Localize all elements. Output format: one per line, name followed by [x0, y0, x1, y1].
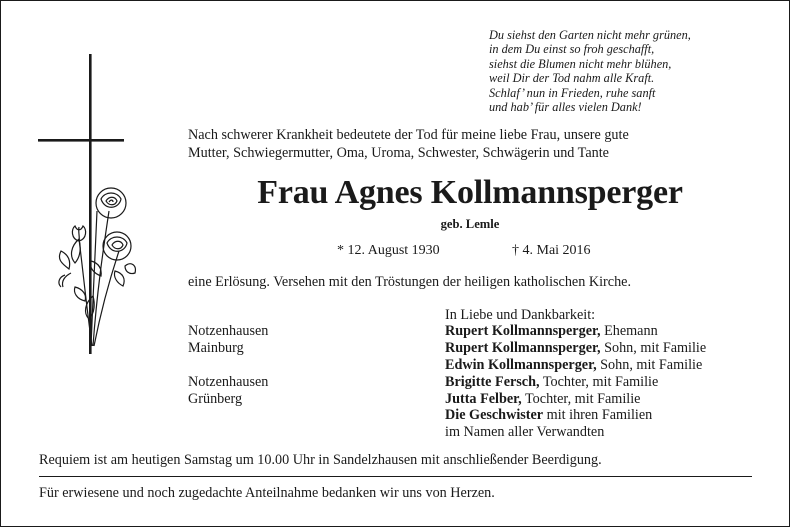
mourner-name: Brigitte Fersch,	[445, 373, 540, 390]
poem	[489, 28, 779, 114]
mourner-line	[445, 407, 706, 424]
mourner-name: Edwin Kollmannsperger,	[445, 356, 597, 373]
mourner-relation: mit ihren Familien	[543, 407, 653, 424]
thanks-intro: In Liebe und Dankbarkeit:	[445, 307, 596, 323]
deceased-name: Frau Agnes Kollmannsperger	[257, 174, 683, 211]
mourner-line	[445, 340, 706, 357]
mourner-line	[445, 424, 706, 441]
places-column	[188, 323, 268, 407]
mourner-relation: Tochter, mit Familie	[539, 373, 659, 390]
place: Grünberg	[188, 390, 243, 407]
mourner-line	[445, 374, 706, 391]
mourners-list	[445, 323, 706, 441]
intro-line: Mutter, Schwiegermutter, Oma, Uroma, Schwester, Schwägerin und Tante	[188, 145, 609, 161]
gratitude-text: Für erwiesene und noch zugedachte Anteilnahme bedanken wir uns von Herzen.	[39, 485, 495, 501]
mourner-relation: Ehemann	[600, 323, 658, 339]
poem-line: Schlaf’ nun in Frieden, ruhe sanft	[489, 85, 656, 100]
mourner-relation: Sohn, mit Familie	[600, 339, 707, 356]
requiem-text: Requiem ist am heutigen Samstag um 10.00 Uhr in Sandelzhausen mit anschließender Beerdigung.	[39, 452, 602, 468]
mourner-name: Die Geschwister	[445, 407, 544, 424]
poem-line: Du siehst den Garten nicht mehr grünen,	[489, 28, 691, 42]
poem-line: weil Dir der Tod nahm alle Kraft.	[489, 71, 655, 86]
mourner-name: Rupert Kollmannsperger,	[445, 339, 601, 356]
mourner-line	[445, 357, 706, 374]
poem-line: siehst die Blumen nicht mehr blühen,	[489, 56, 672, 71]
place: Notzenhausen	[188, 373, 269, 390]
death-date: † 4. Mai 2016	[512, 243, 591, 258]
poem-line: und hab’ für alles vielen Dank!	[489, 100, 642, 115]
mourner-relation: Sohn, mit Familie	[596, 356, 703, 373]
divider	[39, 476, 752, 477]
mourner-line	[445, 391, 706, 408]
maiden-name: geb. Lemle	[440, 217, 500, 231]
mourner-line	[445, 323, 706, 340]
place: Mainburg	[188, 339, 244, 356]
mourner-name: Rupert Kollmannsperger,	[445, 323, 601, 339]
poem-line: in dem Du einst so froh geschafft,	[489, 42, 655, 57]
birth-date: * 12. August 1930	[337, 243, 440, 258]
mourner-relation: Tochter, mit Familie	[521, 390, 641, 407]
intro-line: Nach schwerer Krankheit bedeutete der Tod für meine liebe Frau, unsere gute	[188, 127, 629, 143]
mourner-name: Jutta Felber,	[445, 390, 522, 407]
place	[188, 357, 268, 374]
relief-text: eine Erlösung. Versehen mit den Tröstungen der heiligen katholischen Kirche.	[188, 274, 632, 290]
place: Notzenhausen	[188, 323, 269, 339]
intro-text	[188, 126, 763, 162]
mourner-relation: im Namen aller Verwandten	[445, 424, 605, 441]
cross-with-roses-icon	[31, 51, 141, 391]
